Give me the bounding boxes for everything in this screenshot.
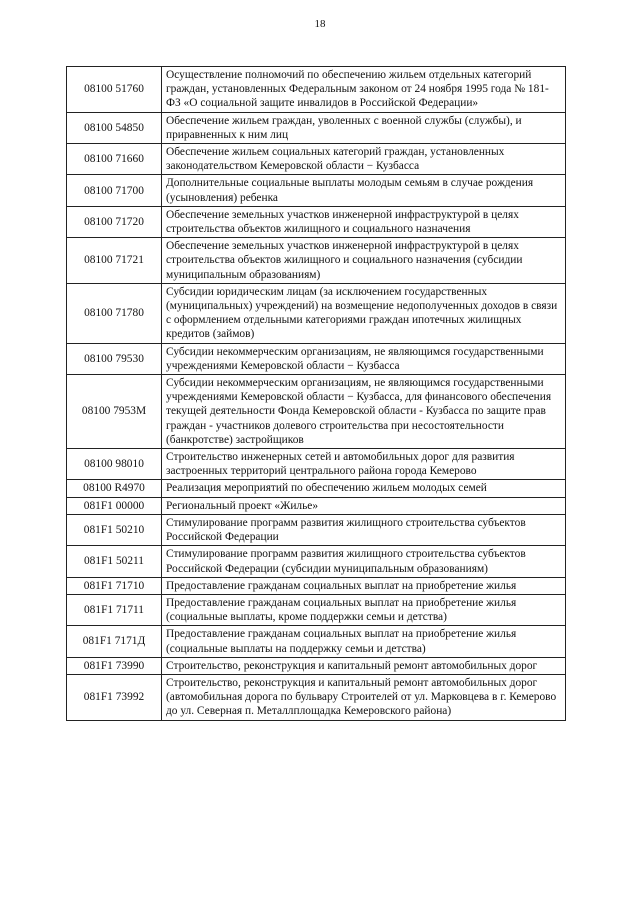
row-code: 08100 98010 [67, 449, 162, 480]
row-description: Обеспечение земельных участков инженерной инфраструктурой в целях строительства объектов жилищного и социального назначения (субсидии муниципальным образованиям) [162, 238, 566, 284]
row-code: 081F1 73990 [67, 657, 162, 674]
row-description: Строительство, реконструкция и капитальный ремонт автомобильных дорог [162, 657, 566, 674]
table-row [67, 674, 566, 720]
row-description: Строительство инженерных сетей и автомобильных дорог для развития застроенных территорий центрального района города Кемерово [162, 449, 566, 480]
table-row [67, 175, 566, 206]
row-description: Субсидии юридическим лицам (за исключением государственных (муниципальных) учреждений) на возмещение недополученных доходов в связи с оформлением отдельными категориями граждан ипотечных жилищных кредитов (займов) [162, 283, 566, 343]
row-code: 08100 54850 [67, 112, 162, 143]
row-code: 081F1 7171Д [67, 626, 162, 657]
budget-code-table [66, 66, 566, 721]
row-code: 081F1 71711 [67, 594, 162, 625]
table-row [67, 67, 566, 113]
row-code: 081F1 73992 [67, 674, 162, 720]
table-row [67, 343, 566, 374]
row-code: 08100 71720 [67, 206, 162, 237]
row-description: Осуществление полномочий по обеспечению жильем отдельных категорий граждан, установленных Федеральным законом от 24 ноября 1995 года № 181-ФЗ «О социальной защите инвалидов в Российской Федерации» [162, 67, 566, 113]
table-row [67, 546, 566, 577]
table-row [67, 626, 566, 657]
row-description: Стимулирование программ развития жилищного строительства субъектов Российской Федерации [162, 514, 566, 545]
row-code: 081F1 50210 [67, 514, 162, 545]
table-row [67, 206, 566, 237]
row-code: 08100 7953М [67, 375, 162, 449]
row-description: Обеспечение жильем граждан, уволенных с военной службы (службы), и приравненных к ним лиц [162, 112, 566, 143]
row-code: 08100 71660 [67, 144, 162, 175]
row-code: 081F1 50211 [67, 546, 162, 577]
table-body [67, 67, 566, 721]
row-code: 08100 71700 [67, 175, 162, 206]
row-description: Субсидии некоммерческим организациям, не являющимся государственными учреждениями Кемеровской области − Кузбасса [162, 343, 566, 374]
row-code: 08100 71721 [67, 238, 162, 284]
row-description: Обеспечение жильем социальных категорий граждан, установленных законодательством Кемеровской области − Кузбасса [162, 144, 566, 175]
row-description: Реализация мероприятий по обеспечению жильем молодых семей [162, 480, 566, 497]
row-code: 081F1 71710 [67, 577, 162, 594]
row-description: Обеспечение земельных участков инженерной инфраструктурой в целях строительства объектов жилищного и социального назначения [162, 206, 566, 237]
table-row [67, 514, 566, 545]
table-row [67, 657, 566, 674]
table-row [67, 283, 566, 343]
row-description: Предоставление гражданам социальных выплат на приобретение жилья (социальные выплаты на поддержку семьи и детства) [162, 626, 566, 657]
table-row [67, 449, 566, 480]
row-description: Субсидии некоммерческим организациям, не являющимся государственными учреждениями Кемеровской области − Кузбасса, для финансового обеспечения текущей деятельности Фонда Кемеровской области - Кузбасса по защите прав граждан - участников долевого строительства при несостоятельности (банкротстве) застройщиков [162, 375, 566, 449]
row-description: Предоставление гражданам социальных выплат на приобретение жилья (социальные выплаты, кроме поддержки семьи и детства) [162, 594, 566, 625]
row-code: 08100 79530 [67, 343, 162, 374]
table-row [67, 144, 566, 175]
page-number: 18 [314, 18, 326, 30]
table-row [67, 594, 566, 625]
row-description: Предоставление гражданам социальных выплат на приобретение жилья [162, 577, 566, 594]
table-row [67, 112, 566, 143]
table-row [67, 577, 566, 594]
row-description: Дополнительные социальные выплаты молодым семьям в случае рождения (усыновления) ребенка [162, 175, 566, 206]
row-description: Строительство, реконструкция и капитальный ремонт автомобильных дорог (автомобильная дорога по бульвару Строителей от ул. Марковцева в г. Кемерово до ул. Северная п. Металлплощадка Кемеровского района) [162, 674, 566, 720]
row-description: Региональный проект «Жилье» [162, 497, 566, 514]
row-description: Стимулирование программ развития жилищного строительства субъектов Российской Федерации (субсидии муниципальным образованиям) [162, 546, 566, 577]
row-code: 081F1 00000 [67, 497, 162, 514]
table-row [67, 480, 566, 497]
table-row [67, 238, 566, 284]
row-code: 08100 R4970 [67, 480, 162, 497]
row-code: 08100 51760 [67, 67, 162, 113]
row-code: 08100 71780 [67, 283, 162, 343]
table-row [67, 375, 566, 449]
table-row [67, 497, 566, 514]
